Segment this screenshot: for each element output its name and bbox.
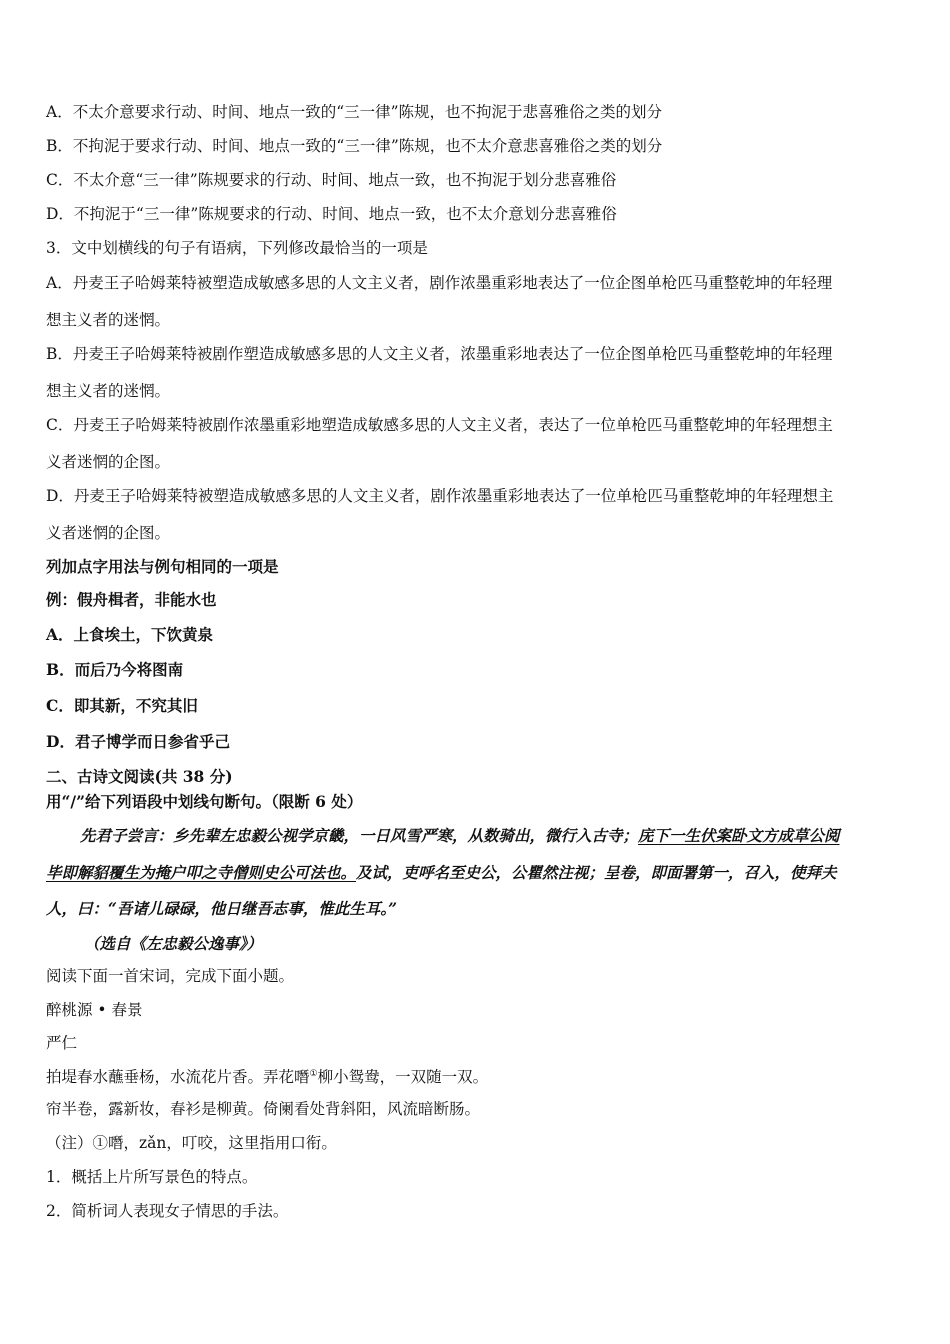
passage-line1-underlined: 庑下一生伏案卧文方成草公阅 bbox=[638, 826, 840, 845]
q3-option-b-line1: B．丹麦王子哈姆莱特被剧作塑造成敏感多思的人文主义者，浓墨重彩地表达了一位企图单枪匹马重整乾坤的年轻理 bbox=[46, 345, 833, 363]
q2-option-c: C．不太介意“三一律”陈规要求的行动、时间、地点一致，也不拘泥于划分悲喜雅俗 bbox=[46, 171, 617, 189]
q4-option-a-suffix: 食埃土，下饮黄泉 bbox=[89, 625, 214, 644]
q4-option-b-prefix: B．而后乃今将图 bbox=[46, 660, 168, 679]
q4-option-d-prefix: D．君子博学而 bbox=[46, 732, 153, 751]
q4-option-c-prefix: C．即其新，不究其 bbox=[46, 696, 183, 715]
section2-instruction: 用“/”给下列语段中划线句断句。（限断 6 处） bbox=[46, 792, 363, 811]
q4-option-d-dotted-char: 日 bbox=[152, 732, 168, 751]
poem-footnote-marker: ① bbox=[309, 1068, 318, 1079]
poem-line1-part2: 柳小鸳鸯，一双随一双。 bbox=[317, 1068, 489, 1086]
passage-line2 bbox=[46, 863, 904, 883]
poem-note: （注）①噆，zǎn，叮咬，这里指用口衔。 bbox=[46, 1134, 337, 1152]
q4-option-c-dotted-char: 旧 bbox=[182, 696, 198, 715]
q2-option-b: B．不拘泥于要求行动、时间、地点一致的“三一律”陈规，也不太介意悲喜雅俗之类的划分 bbox=[46, 137, 663, 155]
q4-stem: 列加点字用法与例句相同的一项是 bbox=[46, 557, 279, 576]
q4-example-prefix: 例：假舟楫者，非能 bbox=[46, 590, 186, 609]
q4-option-a-dotted-char: 上 bbox=[73, 625, 90, 644]
passage-line1 bbox=[80, 826, 904, 846]
q2-option-d: D．不拘泥于“三一律”陈规要求的行动、时间、地点一致，也不太介意划分悲喜雅俗 bbox=[46, 205, 617, 223]
poem-question1: 1．概括上片所写景色的特点。 bbox=[46, 1168, 258, 1186]
q4-example-suffix: 也 bbox=[201, 590, 217, 609]
q3-option-c-line1: C．丹麦王子哈姆莱特被剧作浓墨重彩地塑造成敏感多思的人文主义者，表达了一位单枪匹马重整乾坤的年轻理想主 bbox=[46, 416, 833, 434]
passage-line2-underlined: 毕即解貂覆生为掩户叩之寺僧则史公可法也。 bbox=[46, 863, 357, 882]
q4-option-d bbox=[46, 732, 904, 752]
q3-option-c-line2: 义者迷惘的企图。 bbox=[46, 453, 171, 471]
q3-option-a-line2: 想主义者的迷惘。 bbox=[46, 311, 171, 329]
passage-line3: 人，曰：“吾诸儿碌碌，他日继吾志事，惟此生耳。” bbox=[46, 899, 398, 918]
poem-line1-part1: 拍堤春水蘸垂杨，水流花片香。弄花噆 bbox=[46, 1068, 310, 1086]
poem-line2: 帘半卷，露新妆，春衫是柳黄。倚阑看处背斜阳，风流暗断肠。 bbox=[46, 1100, 481, 1118]
q4-option-a bbox=[46, 625, 904, 645]
q3-option-b-line2: 想主义者的迷惘。 bbox=[46, 382, 171, 400]
q2-option-a: A．不太介意要求行动、时间、地点一致的“三一律”陈规，也不拘泥于悲喜雅俗之类的划分 bbox=[46, 103, 663, 121]
section2-heading: 二、古诗文阅读(共 38 分) bbox=[46, 767, 233, 786]
poem-title: 醉桃源 • 春景 bbox=[46, 1001, 143, 1019]
q4-option-b-dotted-char: 南 bbox=[167, 660, 184, 679]
passage-source: （选自《左忠毅公逸事》） bbox=[84, 934, 263, 953]
poem-intro: 阅读下面一首宋词，完成下面小题。 bbox=[46, 967, 295, 985]
q4-option-d-suffix: 参省乎己 bbox=[167, 732, 230, 751]
q3-stem: 3．文中划横线的句子有语病，下列修改最恰当的一项是 bbox=[46, 239, 428, 257]
poem-question2: 2．简析词人表现女子情思的手法。 bbox=[46, 1202, 289, 1220]
q4-example bbox=[46, 590, 904, 610]
q4-option-b bbox=[46, 660, 904, 680]
q3-option-d-line1: D．丹麦王子哈姆莱特被塑造成敏感多思的人文主义者，剧作浓墨重彩地表达了一位单枪匹马重整乾坤的年轻理想主 bbox=[46, 487, 834, 505]
poem-line1 bbox=[46, 1067, 904, 1087]
passage-line1-plain: 先君子尝言：乡先辈左忠毅公视学京畿，一日风雪严寒，从数骑出，微行入古寺； bbox=[80, 826, 639, 845]
q4-example-dotted-char: 水 bbox=[185, 590, 202, 609]
q3-option-d-line2: 义者迷惘的企图。 bbox=[46, 524, 171, 542]
q4-option-a-prefix: A． bbox=[46, 625, 74, 644]
q3-option-a-line1: A．丹麦王子哈姆莱特被塑造成敏感多思的人文主义者，剧作浓墨重彩地表达了一位企图单枪匹马重整乾坤的年轻理 bbox=[46, 274, 833, 292]
passage-line2-plain: 及试，吏呼名至史公，公瞿然注视；呈卷，即面署第一，召入，使拜夫 bbox=[356, 863, 837, 882]
poem-author: 严仁 bbox=[46, 1034, 78, 1052]
q4-option-c bbox=[46, 696, 904, 716]
